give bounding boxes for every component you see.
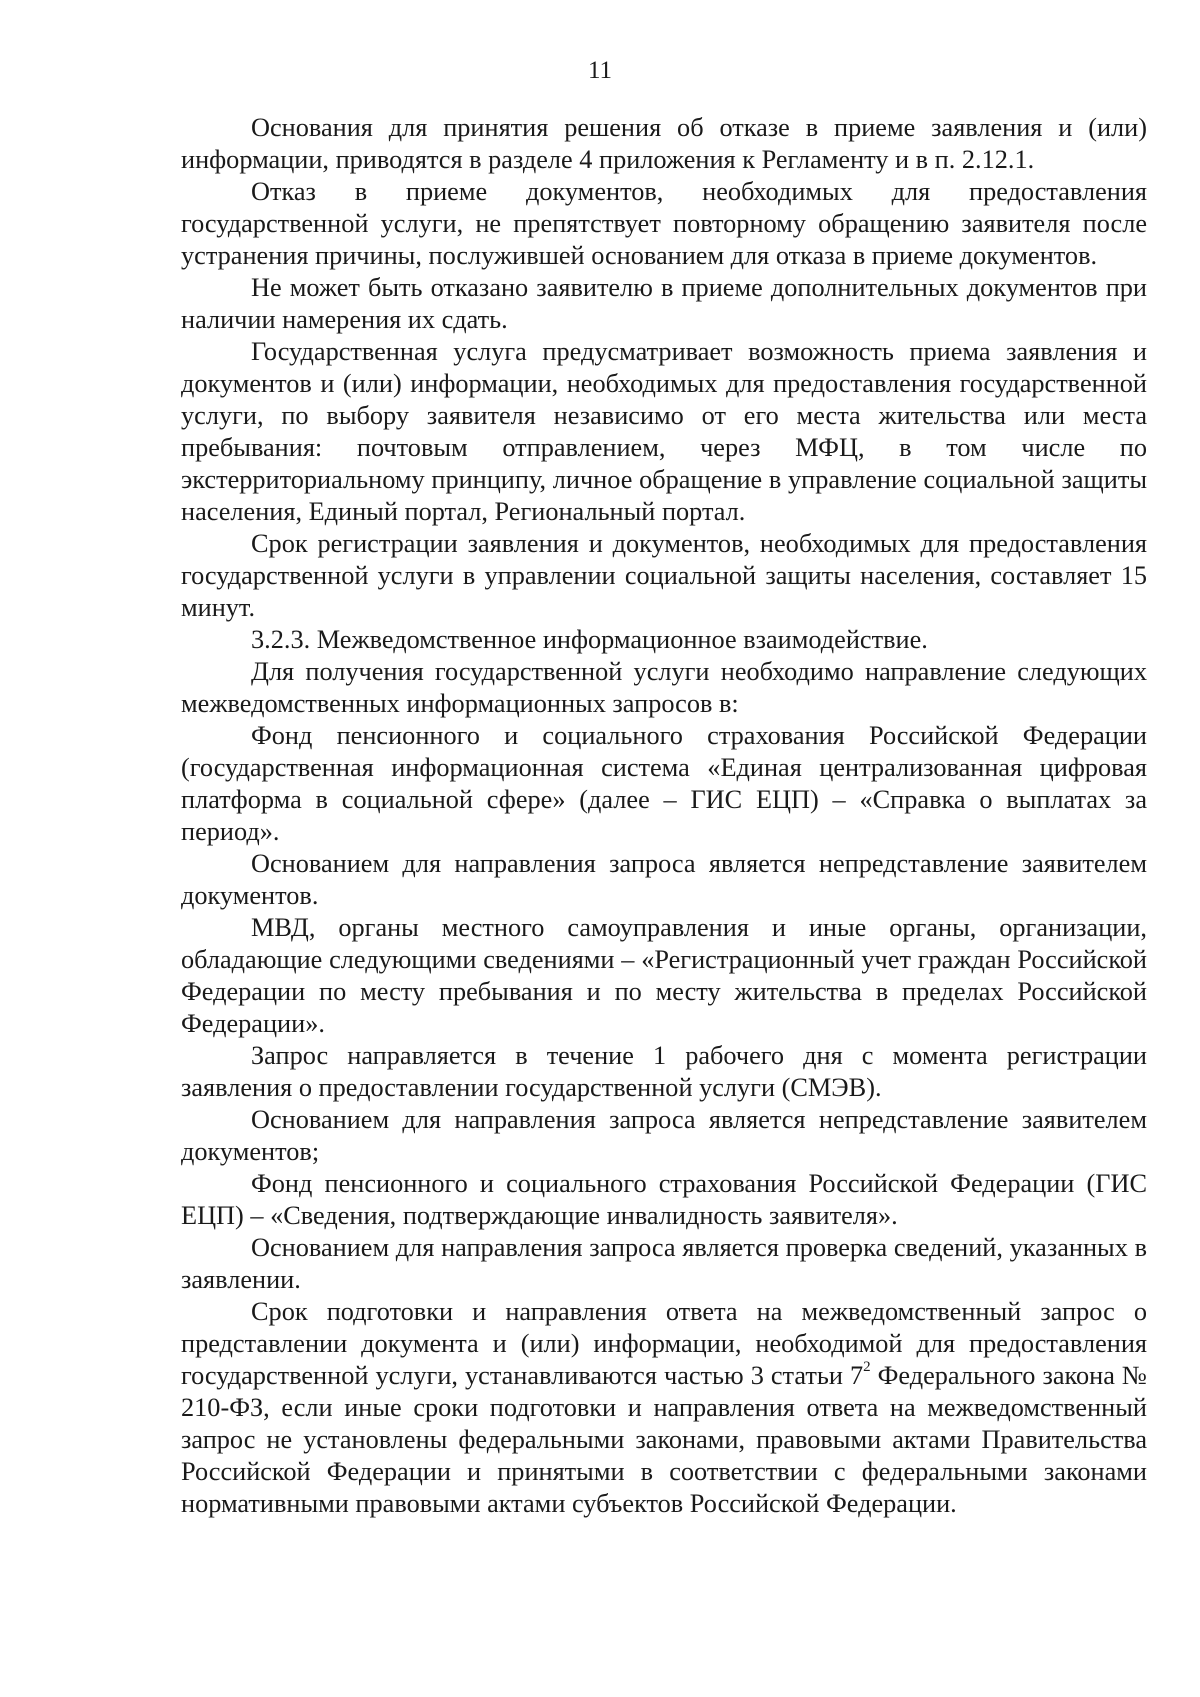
paragraph-refusal-no-obstacle: Отказ в приеме документов, необходимых для предоставления государственной услуги, не препятствует повторному обращению заявителя после устранения причины, послужившей основанием для отказа в приеме документов. [181,177,1147,270]
paragraph-requests-intro: Для получения государственной услуги необходимо направление следующих межведомственных информационных запросов в: [181,657,1147,718]
paragraph-request-basis-3: Основанием для направления запроса является проверка сведений, указанных в заявлении. [181,1233,1147,1294]
article-superscript: 2 [863,1359,871,1376]
paragraph-request-basis-1: Основанием для направления запроса является непредставление заявителем документов. [181,849,1147,910]
paragraph-request-basis-2: Основанием для направления запроса является непредставление заявителем документов; [181,1105,1147,1166]
paragraph-additional-documents: Не может быть отказано заявителю в приеме дополнительных документов при наличии намерения их сдать. [181,273,1147,334]
page-number: 11 [587,57,613,84]
paragraph-registration-term: Срок регистрации заявления и документов, необходимых для предоставления государственной услуги в управлении социальной защиты населения, составляет 15 минут. [181,529,1147,622]
paragraph-mvd-registration: МВД, органы местного самоуправления и иные органы, организации, обладающие следующими сведениями – «Регистрационный учет граждан Российской Федерации по месту пребывания и по месту жительства в пределах Российской Федерации». [181,913,1147,1038]
document-body [181,112,1147,1520]
response-term-text-1: Срок подготовки и направления ответа на межведомственный запрос о представлении документа и (или) информации, необходимой для предоставления государственной услуги, устанавливаются частью 3 статьи 7 [181,1297,1147,1390]
paragraph-request-deadline: Запрос направляется в течение 1 рабочего дня с момента регистрации заявления о предоставлении государственной услуги (СМЭВ). [181,1041,1147,1102]
response-term-text-2: Федерального закона № 210-ФЗ, если иные сроки подготовки и направления ответа на межведомственный запрос не установлены федеральными законами, правовыми актами Правительства Российской Федерации и принятыми в соответствии с федеральными законами нормативными правовыми актами субъектов Российской Федерации. [181,1361,1147,1518]
paragraph-pension-fund-payments: Фонд пенсионного и социального страхования Российской Федерации (государственная информационная система «Единая централизованная цифровая платформа в социальной сфере» (далее – ГИС ЕЦП) – «Справка о выплатах за период». [181,721,1147,846]
paragraph-refusal-grounds: Основания для принятия решения об отказе в приеме заявления и (или) информации, приводятся в разделе 4 приложения к Регламенту и в п. 2.12.1. [181,113,1147,174]
section-heading-3-2-3: 3.2.3. Межведомственное информационное взаимодействие. [251,625,928,654]
paragraph-submission-options: Государственная услуга предусматривает возможность приема заявления и документов и (или) информации, необходимых для предоставления государственной услуги, по выбору заявителя независимо от его места жительства или места пребывания: почтовым отправлением, через МФЦ, в том числе по экстерриториальному принципу, личное обращение в управление социальной защиты населения, Единый портал, Региональный портал. [181,337,1147,526]
paragraph-pension-fund-disability: Фонд пенсионного и социального страхования Российской Федерации (ГИС ЕЦП) – «Сведения, подтверждающие инвалидность заявителя». [181,1169,1147,1230]
paragraph-response-term [181,1296,1147,1520]
